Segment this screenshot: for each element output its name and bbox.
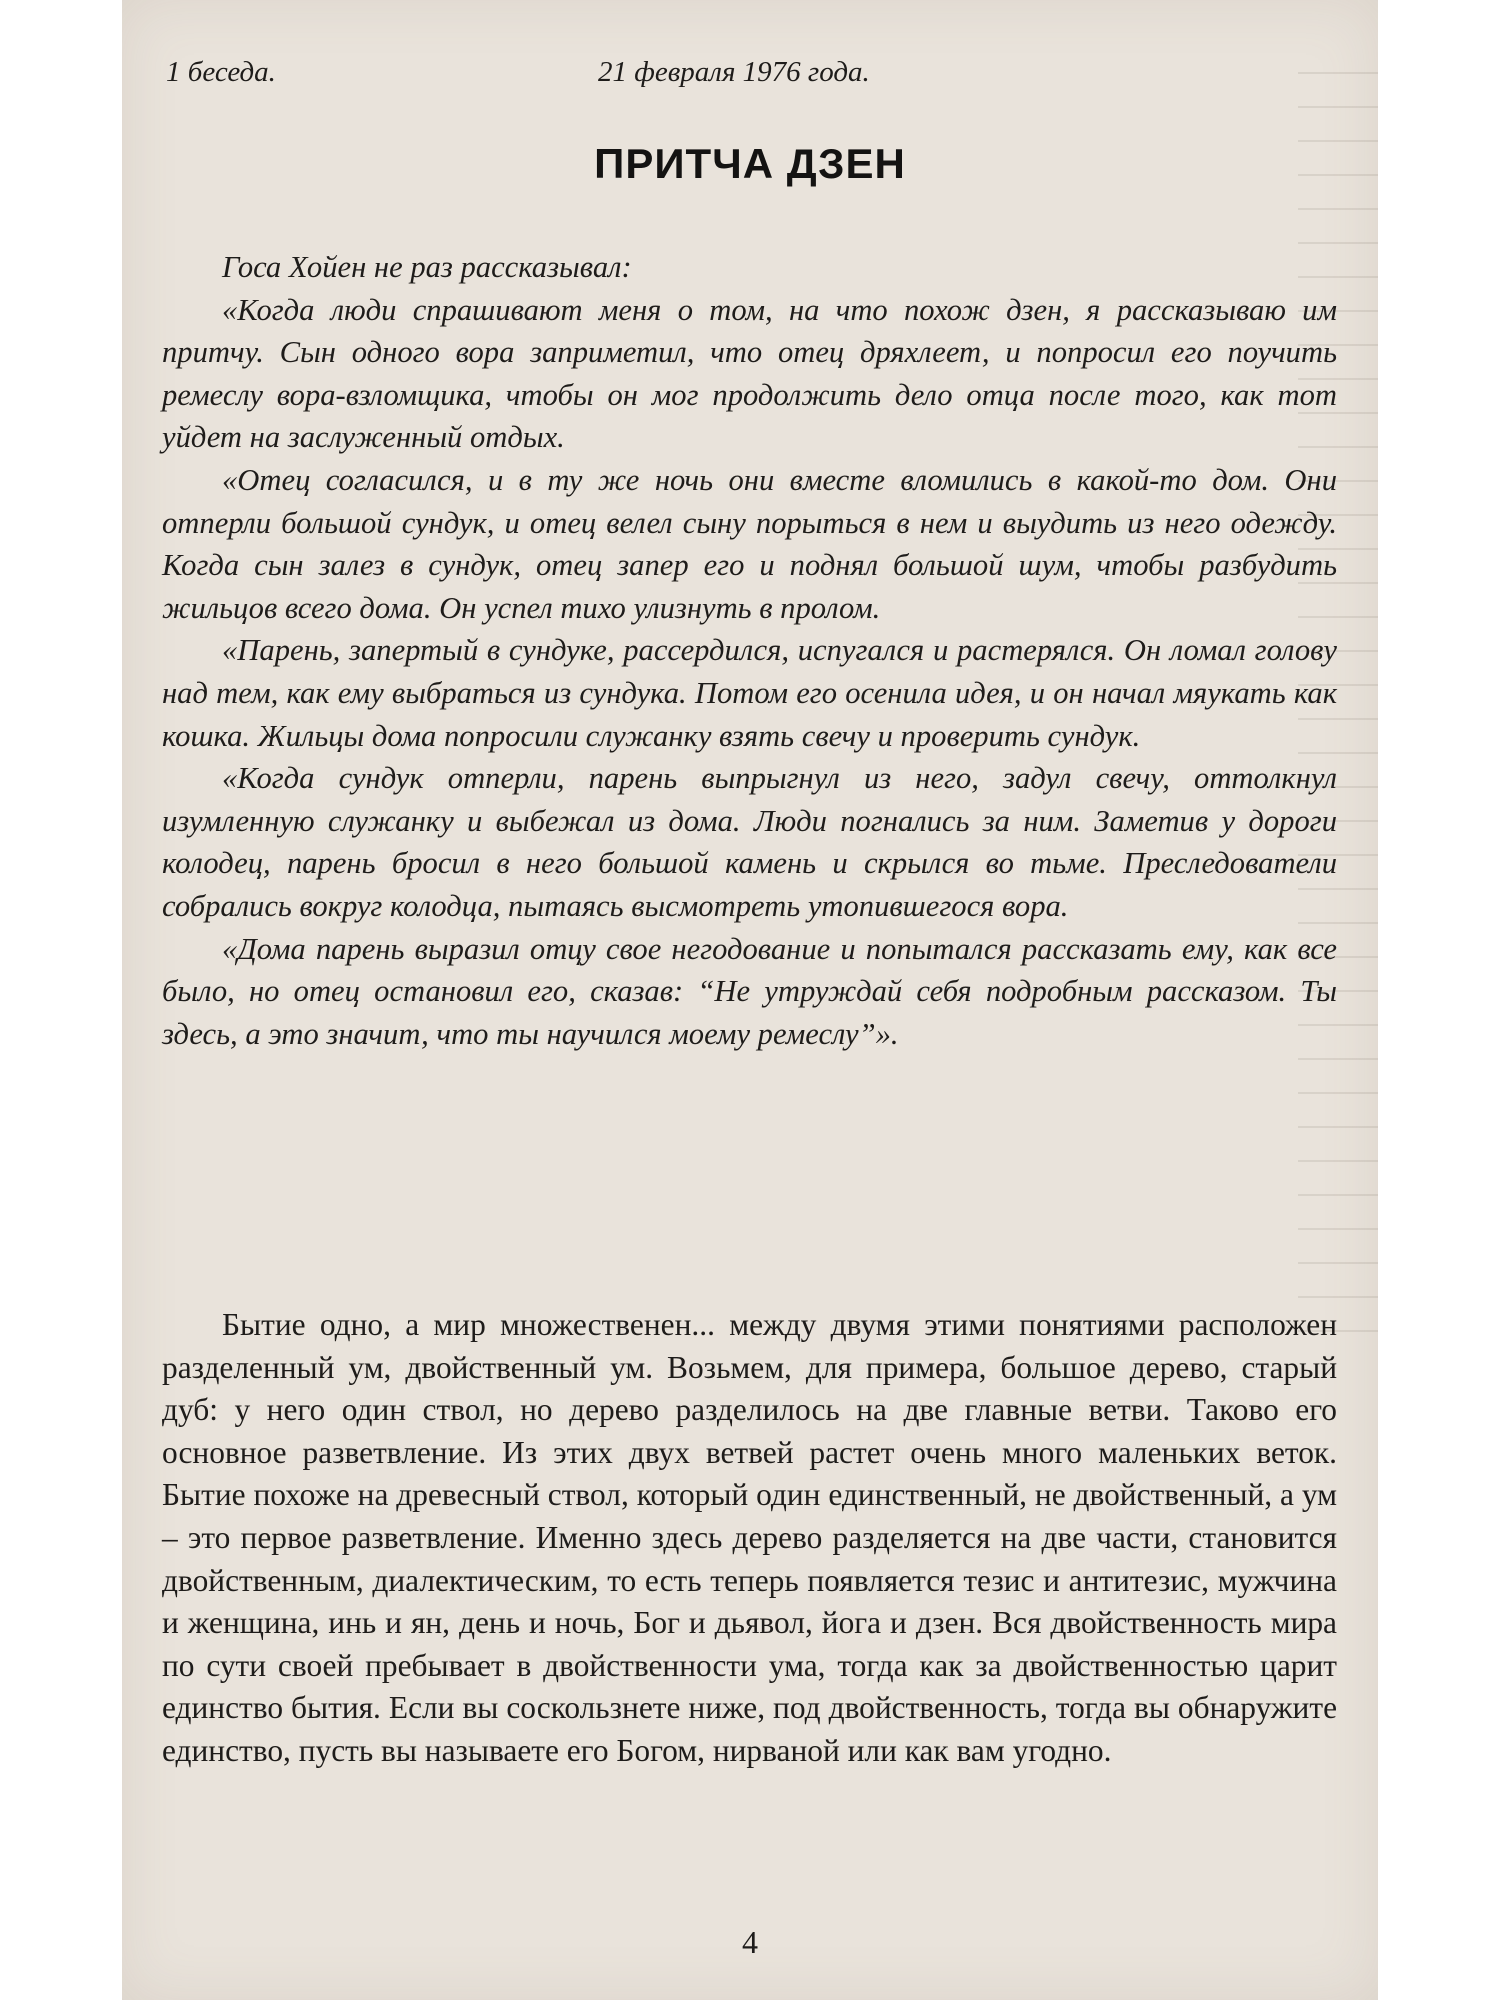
parable-paragraph: «Когда люди спрашивают меня о том, на что похож дзен, я рассказываю им притчу. Сын одного вора заприметил, что отец дряхлеет, и попросил его поучить ремеслу вора-взломщика, чтобы он мог продолжить дело отца после того, как тот уйдет на заслуженный отдых. — [162, 292, 1337, 455]
talk-number: 1 беседа. — [166, 56, 276, 88]
book-page — [122, 0, 1378, 2000]
talk-date: 21 февраля 1976 года. — [598, 56, 870, 88]
parable-paragraph: «Парень, запертый в сундуке, рассердился, испугался и растерялся. Он ломал голову над тем, как ему выбраться из сундука. Потом его осенила идея, и он начал мяукать как кошка. Жильцы дома попросили служанку взять свечу и проверить сундук. — [162, 633, 1337, 753]
parable-paragraph: «Отец согласился, и в ту же ночь они вместе вломились в какой-то дом. Они отперли большой сундук, и отец велел сыну порыться в нем и выудить из него одежду. Когда сын залез в сундук, отец запер его и поднял большой шум, чтобы разбудить жильцов всего дома. Он успел тихо улизнуть в пролом. — [162, 462, 1337, 625]
page-number: 4 — [742, 1924, 758, 1960]
parable-paragraph: «Дома парень выразил отцу свое негодование и попытался рассказать ему, как все было, но отец остановил его, сказав: “Не утруждай себя подробным рассказом. Ты здесь, а это значит, что ты научился моему ремеслу”». — [162, 931, 1337, 1051]
parable-paragraph: Госа Хойен не раз рассказывал: — [222, 250, 632, 284]
commentary-paragraph: Бытие одно, а мир множественен... между двумя этими понятиями расположен разделенный ум, двойственный ум. Возьмем, для примера, большое дерево, старый дуб: у него один ствол, но дерево разделилось на две главные ветви. Таково его основное разветвление. Из этих двух ветвей растет очень много маленьких веток. Бытие похоже на древесный ствол, который один единственный, не двойственный, а ум – это первое разветвление. Именно здесь дерево разделяется на две части, становится двойственным, диалектическим, то есть теперь появляется тезис и антитезис, мужчина и женщина, инь и ян, день и ночь, Бог и дьявол, йога и дзен. Вся двойственность мира по сути своей пребывает в двойственности ума, тогда как за двойственностью царит единство бытия. Если вы соскользнете ниже, под двойственность, тогда вы обнаружите единство, пусть вы называете его Богом, нирваной или как вам угодно. — [162, 1307, 1337, 1768]
running-header — [166, 56, 1334, 96]
chapter-title: ПРИТЧА ДЗЕН — [594, 140, 906, 187]
parable-text — [162, 246, 1337, 1055]
commentary-text — [162, 1304, 1337, 1773]
parable-paragraph: «Когда сундук отперли, парень выпрыгнул из него, задул свечу, оттолкнул изумленную служанку и выбежал из дома. Люди погнались за ним. Заметив у дороги колодец, парень бросил в него большой камень и скрылся во тьме. Преследователи собрались вокруг колодца, пытаясь высмотреть утопившегося вора. — [162, 761, 1337, 923]
